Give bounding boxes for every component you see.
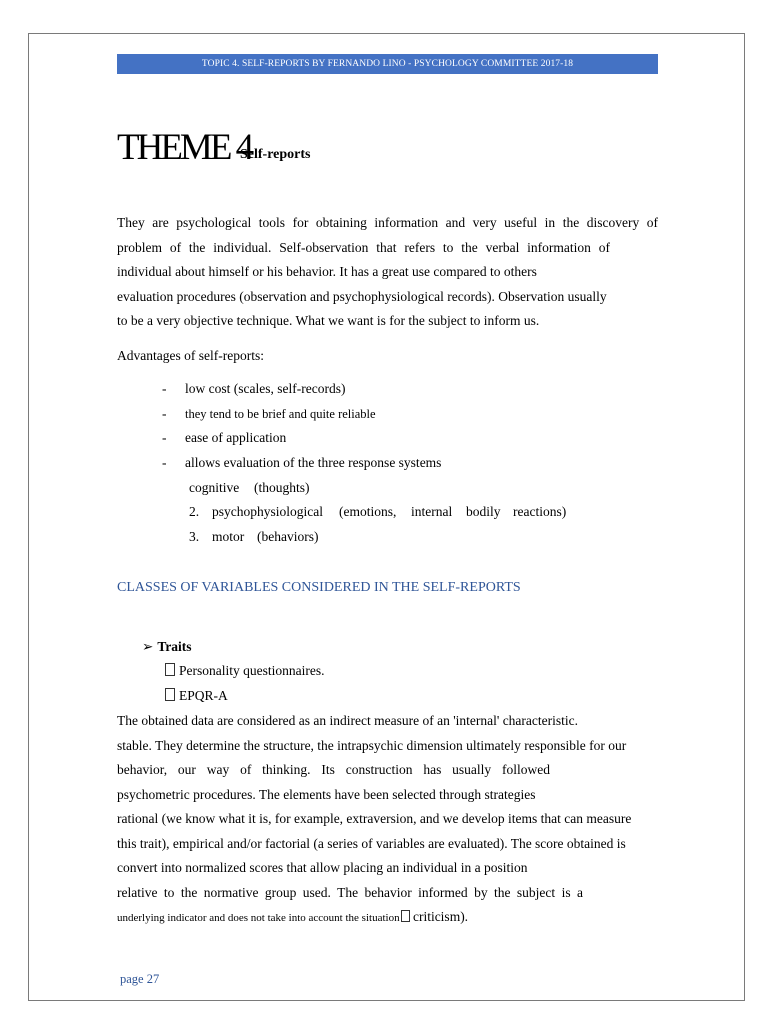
advantage-item: ease of application [185, 430, 287, 445]
dash-marker: - [162, 381, 167, 396]
intro-line: individual about himself or his behavior. It has a great use compared to others [117, 264, 537, 279]
intro-line: problem of the individual. Self-observation that refers to the verbal information of [117, 240, 610, 255]
dash-marker: - [162, 406, 167, 421]
running-header: TOPIC 4. SELF-REPORTS BY FERNANDO LINO - PSYCHOLOGY COMMITTEE 2017-18 [117, 54, 658, 74]
advantage-item: they tend to be brief and quite reliable [185, 407, 376, 421]
traits-label: Traits [157, 639, 192, 654]
traits-text-line: this trait), empirical and/or factorial (a series of variables are evaluated). The score obtained is [117, 836, 626, 851]
advantage-item: low cost (scales, self-records) [185, 381, 346, 396]
system-name: cognitive [189, 480, 240, 495]
page-number: page 27 [120, 972, 160, 986]
trait-item-label: Personality questionnaires. [179, 663, 325, 678]
traits-text-line: The obtained data are considered as an indirect measure of an 'internal' characteristic. [117, 713, 579, 728]
system-detail: (behaviors) [257, 529, 319, 544]
theme-title: THEME 4 [117, 127, 252, 168]
system-name: psychophysiological [212, 504, 323, 519]
dash-marker: - [162, 430, 167, 445]
theme-subtitle: Self-reports [240, 147, 311, 162]
checkbox-glyph-icon [165, 663, 175, 676]
system-detail-word: bodily [466, 504, 501, 519]
traits-text-end: criticism). [409, 909, 469, 924]
intro-line: They are psychological tools for obtaining information and very useful in the discovery of [117, 215, 658, 230]
section-heading: CLASSES OF VARIABLES CONSIDERED IN THE SELF-REPORTS [117, 580, 521, 595]
trait-item-label: EPQR-A [179, 688, 228, 703]
system-detail-word: internal [411, 504, 453, 519]
missing-glyph-icon [401, 910, 410, 922]
traits-text-line: psychometric procedures. The elements have been selected through strategies [117, 787, 536, 802]
system-detail: (emotions, [339, 504, 397, 519]
system-detail-word: reactions) [513, 504, 567, 519]
traits-text-small: underlying indicator and does not take into account the situation [117, 912, 400, 924]
intro-line: evaluation procedures (observation and psychophysiological records). Observation usually [117, 289, 607, 304]
traits-text-line: behavior, our way of thinking. Its construction has usually followed [117, 762, 550, 777]
intro-line: to be a very objective technique. What we want is for the subject to inform us. [117, 313, 540, 328]
advantage-item: allows evaluation of the three response systems [185, 455, 442, 470]
traits-text-line: stable. They determine the structure, the intrapsychic dimension ultimately responsible for our [117, 738, 627, 753]
traits-heading [142, 639, 192, 655]
advantages-heading: Advantages of self-reports: [117, 348, 264, 363]
system-detail: (thoughts) [254, 480, 310, 495]
trait-item [165, 663, 324, 679]
trait-item [165, 688, 228, 704]
traits-text-line: relative to the normative group used. The behavior informed by the subject is a [117, 885, 583, 900]
system-number: 2. [189, 504, 200, 519]
arrow-bullet-icon: ➢ [142, 639, 154, 654]
dash-marker: - [162, 455, 167, 470]
system-number: 3. [189, 529, 200, 544]
traits-text-line: rational (we know what it is, for example, extraversion, and we develop items that can measure [117, 811, 632, 826]
traits-text-last-line [117, 908, 468, 927]
system-name: motor [212, 529, 245, 544]
checkbox-glyph-icon [165, 688, 175, 701]
traits-text-line: convert into normalized scores that allow placing an individual in a position [117, 860, 528, 875]
